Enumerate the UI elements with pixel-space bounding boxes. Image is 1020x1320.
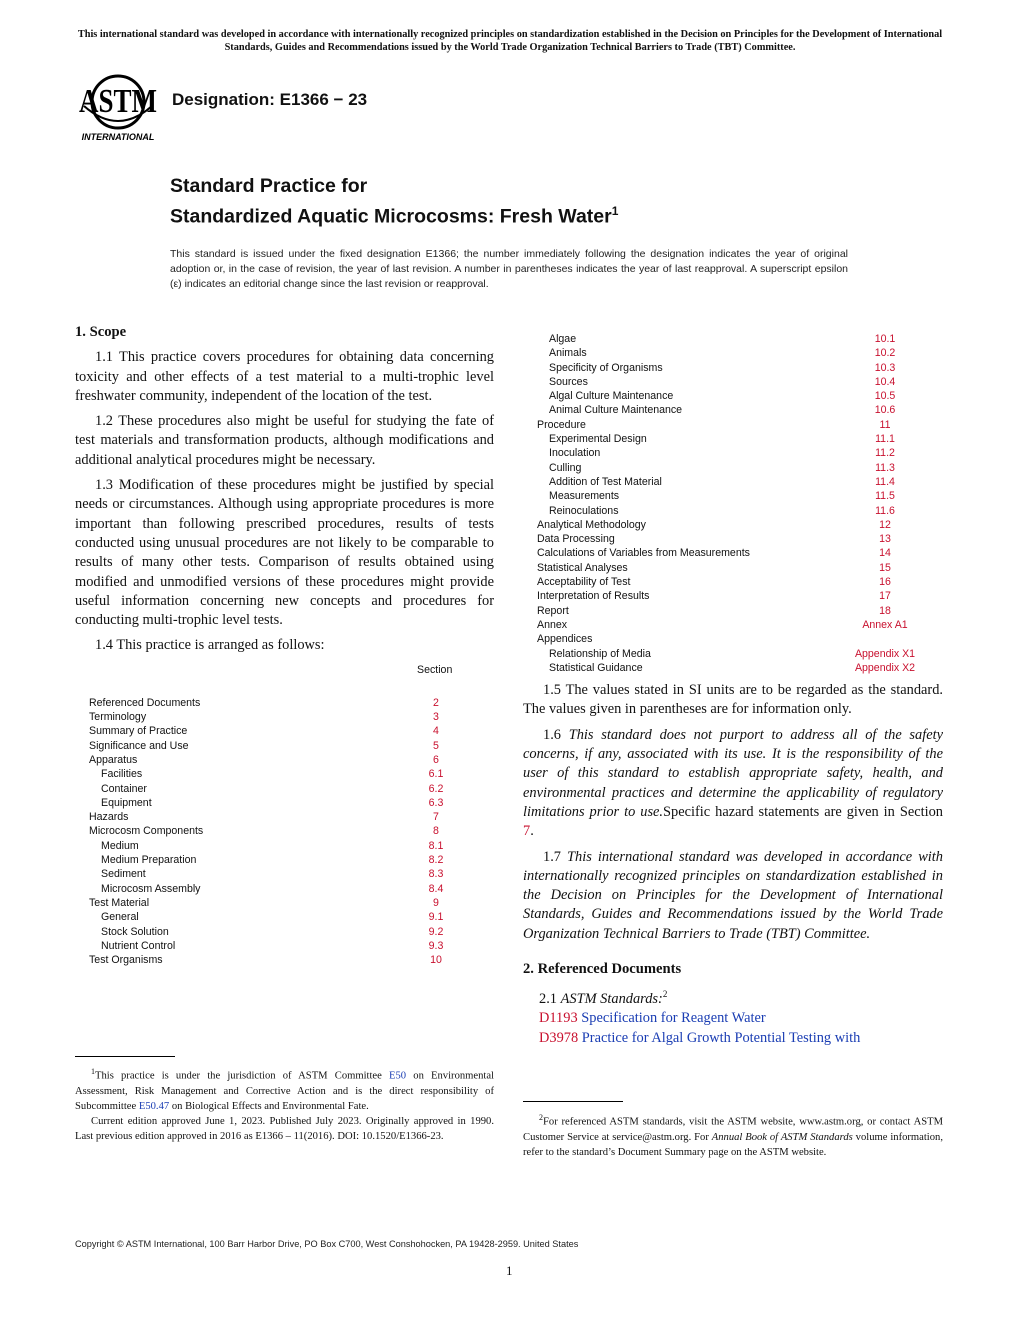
toc-row [89,753,494,767]
footnote-2-text-a: For referenced ASTM standards, visit the ASTM website, www.astm.org, or contact ASTM Customer Service at service@astm.org. For [523,1116,943,1143]
toc-section-link[interactable]: 6.3 [428,796,444,809]
page-number: 1 [506,1263,513,1278]
toc-label: Data Processing [537,533,615,546]
title-line-2: Standardized Aquatic Microcosms: Fresh Water [170,205,612,228]
toc-section-link[interactable]: 6.1 [428,768,444,781]
toc-section-header: Section [417,663,453,676]
toc-row [89,910,494,924]
d3978-title[interactable]: Practice for Algal Growth Potential Testing with [581,1029,861,1046]
toc-section-link[interactable]: 5 [433,739,439,752]
toc-section-link[interactable]: 13 [879,533,891,546]
toc-label: Inoculation [549,447,601,460]
toc-label: Report [537,604,569,617]
toc-row [537,575,943,589]
toc-row [89,882,494,896]
toc-section-link[interactable]: 11.1 [875,433,895,446]
toc-row [89,839,494,853]
toc-label: Microcosm Components [89,825,204,838]
toc-section-link[interactable]: 10.3 [874,361,896,374]
toc-row [89,853,494,867]
para-1-2: 1.2 These procedures also might be useful for studying the fate of test materials and transformation products, although modifications and additional analytical procedures might be necessary. [75,413,494,468]
toc-section-link[interactable]: 10.2 [874,347,896,360]
toc-label: Apparatus [89,753,138,766]
toc-section-link[interactable]: 4 [433,725,439,738]
toc-label: Microcosm Assembly [101,882,201,895]
footnote-2-mark: 2 [662,989,668,1000]
toc-section-link[interactable]: 10.5 [874,390,896,403]
para-1-4: 1.4 This practice is arranged as follows: [95,637,325,654]
toc-label: Annex [537,618,568,631]
toc-row [89,696,494,710]
para-1-7-num: 1.7 [543,848,561,865]
toc-section-link[interactable]: 11.3 [875,461,895,474]
toc-label: Reinoculations [549,504,619,517]
toc-label: Relationship of Media [549,647,651,660]
toc-row [89,939,494,953]
toc-section-link[interactable]: 11.5 [875,490,895,503]
toc-section-link[interactable]: 11.4 [875,475,895,488]
toc-row [537,589,943,603]
para-1-6-italic: This standard does not purport to address all of the safety concerns, if any, associated with its use. It is the responsibility of the user of this standard to establish appropriate safety, health, and environmental practices and determine the applicability of regulatory limitations prior to use. [523,726,943,820]
toc-row [537,346,943,360]
toc-label: Sources [549,375,588,388]
toc-label: Stock Solution [101,925,169,938]
toc-label: Appendices [537,633,593,646]
toc-row [89,896,494,910]
toc-row [89,782,494,796]
toc-label: Nutrient Control [101,939,176,952]
toc-section-link[interactable]: 8.1 [428,839,444,852]
toc-label: Procedure [537,418,586,431]
toc-section-link[interactable]: 6 [433,753,439,766]
toc-label: General [101,911,139,924]
footnote-1-text-a: This practice is under the jurisdiction of ASTM Committee [95,1070,382,1082]
toc-label: Calculations of Variables from Measurements [537,547,750,560]
footnote-1-edition: Current edition approved June 1, 2023. Published July 2023. Originally approved in 1990. Last previous edition approved in 2016 as E1366 – 11(2016). DOI: 10.1520/E1366-23. [75,1115,494,1142]
toc-label: Addition of Test Material [549,475,662,488]
para-1-3: 1.3 Modification of these procedures might be justified by special needs or circumstances. Although using appropriate procedures is more important than following prescribed procedures, results of tests conducted using unusual procedures are not likely to be comparable to results of many other tests. Comparison of results obtained using modified and unmodified versions of these procedures might provide useful information concerning new concepts and procedures for conducting multi-trophic level tests. [75,477,494,629]
toc-row [537,647,943,661]
footnote-2 [523,1110,943,1160]
e50-link[interactable]: E50 [389,1070,407,1082]
toc-label: Equipment [101,796,152,809]
toc-section-link[interactable]: Appendix X2 [854,661,916,674]
toc-label: Test Material [89,896,150,909]
toc-section-link[interactable]: 14 [879,547,891,560]
toc-row [537,332,943,346]
toc-label: Summary of Practice [89,725,188,738]
toc-section-link[interactable]: 9.1 [428,911,444,924]
toc-label: Acceptability of Test [537,576,631,589]
para-1-7-italic: This international standard was developed in accordance with internationally recognized principles on standardization established in the Decision on Principles for the Development of International Standards, Guides and Recommendations issued by the World Trade Organization Technical Barriers to Trade (TBT) Committee. [523,848,943,942]
logo-international-text: INTERNATIONAL [81,132,155,142]
footnote-1-text-c: on Biological Effects and Environmental Fate. [171,1100,369,1112]
toc-row [537,432,943,446]
para-1-6-num: 1.6 [543,726,561,743]
toc-row [89,867,494,881]
toc-row [537,418,943,432]
section-7-link[interactable]: 7 [523,823,531,840]
toc-section-link[interactable]: 8.4 [428,882,444,895]
toc-row [89,810,494,824]
toc-row [537,504,943,518]
footnote-rule-right [523,1101,623,1102]
toc-section-link[interactable]: 11.2 [875,447,895,460]
issue-note: This standard is issued under the fixed designation E1366; the number immediately following the designation indicates the year of original adoption or, in the case of revision, the year of last revision. A number in parentheses indicates the year of last reapproval. A superscript epsilon (ε) indicates an editorial change since the last revision or reapproval. [170,248,848,290]
toc-row [537,375,943,389]
toc-section-link[interactable]: 10.1 [874,333,896,345]
toc-section-link[interactable]: 3 [433,711,439,724]
left-column [75,323,494,967]
toc-section-link[interactable]: 11.6 [875,504,895,517]
toc-label: Statistical Guidance [549,661,643,674]
ref-d3978[interactable] [523,1029,943,1048]
toc-label: Sediment [101,868,146,881]
toc-row [537,389,943,403]
toc-row [89,767,494,781]
toc-label: Statistical Analyses [537,561,628,574]
para-2-1-num: 2.1 [539,991,557,1008]
right-column [523,332,943,1048]
toc-section-link[interactable]: 7 [433,811,439,824]
toc-row [89,824,494,838]
toc-row [537,489,943,503]
toc-row [537,561,943,575]
toc-section-link[interactable]: 8 [433,825,439,838]
toc-section-link[interactable]: Annex A1 [862,618,908,631]
toc-row [537,475,943,489]
footnote-rule-left [75,1056,175,1057]
toc-label: Analytical Methodology [537,518,646,531]
toc-section-link[interactable]: 6.2 [428,782,444,795]
toc-label: Terminology [89,711,147,724]
para-1-1: 1.1 This practice covers procedures for obtaining data concerning toxicity and other effects of a test material to a multi-trophic level freshwater community, independent of the location of the test. [75,349,494,404]
toc-label: Medium Preparation [101,854,197,867]
toc-section-link[interactable]: 9.2 [428,925,444,938]
para-1-7 [523,848,943,944]
toc-row [537,446,943,460]
toc-row [537,403,943,417]
footnote-1-mark: 1 [91,1067,95,1076]
toc-row [537,604,943,618]
copyright: Copyright © ASTM International, 100 Barr Harbor Drive, PO Box C700, West Conshohocken, PA 19428-2959. United States [75,1239,579,1249]
toc-label: Experimental Design [549,433,647,446]
toc-row [89,739,494,753]
title-footnote-mark: 1 [611,204,619,218]
toc-section-link[interactable]: 18 [879,604,891,617]
toc-label: Animals [549,347,587,360]
d1193-code[interactable]: D1193 [539,1010,578,1027]
toc-section-link[interactable]: 16 [879,576,891,589]
footnote-1-text-b: on Environmental Assessment, Risk Management and Corrective Action and is the direct responsibility of Subcommittee [75,1070,494,1112]
footnote-2-italic: Annual Book of ASTM Standards [711,1131,853,1143]
toc-row [89,953,494,967]
top-notice: This international standard was developed in accordance with internationally recognized principles on standardization established in the Decision on Principles for the Development of International Standards, Guides and Recommendations issued by the World Trade Organization Technical Barriers to Trade (TBT) Committee. [77,29,943,53]
para-2-1 [523,985,943,1009]
toc-row [537,546,943,560]
toc-row [537,661,943,675]
toc-label: Algae [549,333,577,345]
ref-d1193[interactable] [523,1009,943,1028]
toc-section-link[interactable]: 8.3 [428,868,444,881]
e5047-link[interactable]: E50.47 [138,1100,170,1112]
toc-label: Hazards [89,811,129,824]
toc-row [89,724,494,738]
title-line-1: Standard Practice for [170,175,368,197]
toc-row [89,796,494,810]
toc-row [89,925,494,939]
toc-section-link[interactable]: 10.6 [874,404,896,417]
toc-section-link[interactable]: 15 [879,561,891,574]
toc-section-link[interactable]: 2 [433,696,439,709]
toc-section-link[interactable]: 9.3 [428,939,444,952]
footnote-2-text-b: volume information, refer to the standard’s Document Summary page on the ASTM website. [523,1131,943,1158]
toc-row [537,361,943,375]
toc-label: Referenced Documents [89,696,201,709]
toc-section-link[interactable]: 9 [433,896,439,909]
refdocs-heading: 2. Referenced Documents [523,960,682,977]
astm-standards-label: ASTM Standards: [560,991,663,1008]
toc-label: Culling [549,461,582,474]
toc-label: Measurements [549,490,620,503]
astm-logo [74,72,164,144]
toc-label: Specificity of Organisms [549,361,663,374]
designation: Designation: E1366 − 23 [172,90,368,109]
toc-label: Animal Culture Maintenance [549,404,683,417]
footnote-2-sup: 2 [539,1113,543,1122]
toc-section-link[interactable]: 10 [430,954,442,967]
toc-label: Significance and Use [89,739,189,752]
toc-label: Medium [101,839,139,852]
toc-row [537,461,943,475]
d1193-title[interactable]: Specification for Reagent Water [581,1010,766,1027]
toc-row [537,518,943,532]
toc-row [89,710,494,724]
scope-heading: 1. Scope [75,324,127,340]
toc-section-link[interactable]: 17 [879,590,891,603]
para-1-5: 1.5 The values stated in SI units are to be regarded as the standard. The values given in parentheses are for information only. [523,682,943,718]
toc-label: Container [101,782,147,795]
toc-label: Facilities [101,768,143,781]
document-title [170,174,618,230]
toc-row [537,632,943,646]
toc-section-link[interactable]: 12 [879,518,891,531]
toc-section-link[interactable]: 11 [879,418,891,431]
toc-label: Interpretation of Results [537,590,650,603]
logo-mark-text: ASTM [79,82,157,120]
toc-section-link[interactable]: 10.4 [874,375,896,388]
toc-section-link[interactable]: 8.2 [428,854,444,867]
toc-label: Algal Culture Maintenance [549,390,674,403]
toc-row [537,618,943,632]
toc-section-link[interactable]: Appendix X1 [854,647,916,660]
para-1-6: 1.6 This standard does not purport to address all of the safety concerns, if any, associated with its use. It is the responsibility of the user of this standard to establish appropriate safety, health, and environmental practices and determine the applicability of regulatory limitations prior to use.Specific hazard statements are given in Section 7. [523,726,943,840]
d3978-code[interactable]: D3978 [539,1029,579,1046]
toc-label: Test Organisms [89,954,163,967]
toc-right [537,332,943,675]
para-1-6-tail: Specific hazard statements are given in Section [663,803,943,820]
toc-row [537,532,943,546]
footnote-1 [75,1064,494,1144]
toc-left [89,696,494,968]
